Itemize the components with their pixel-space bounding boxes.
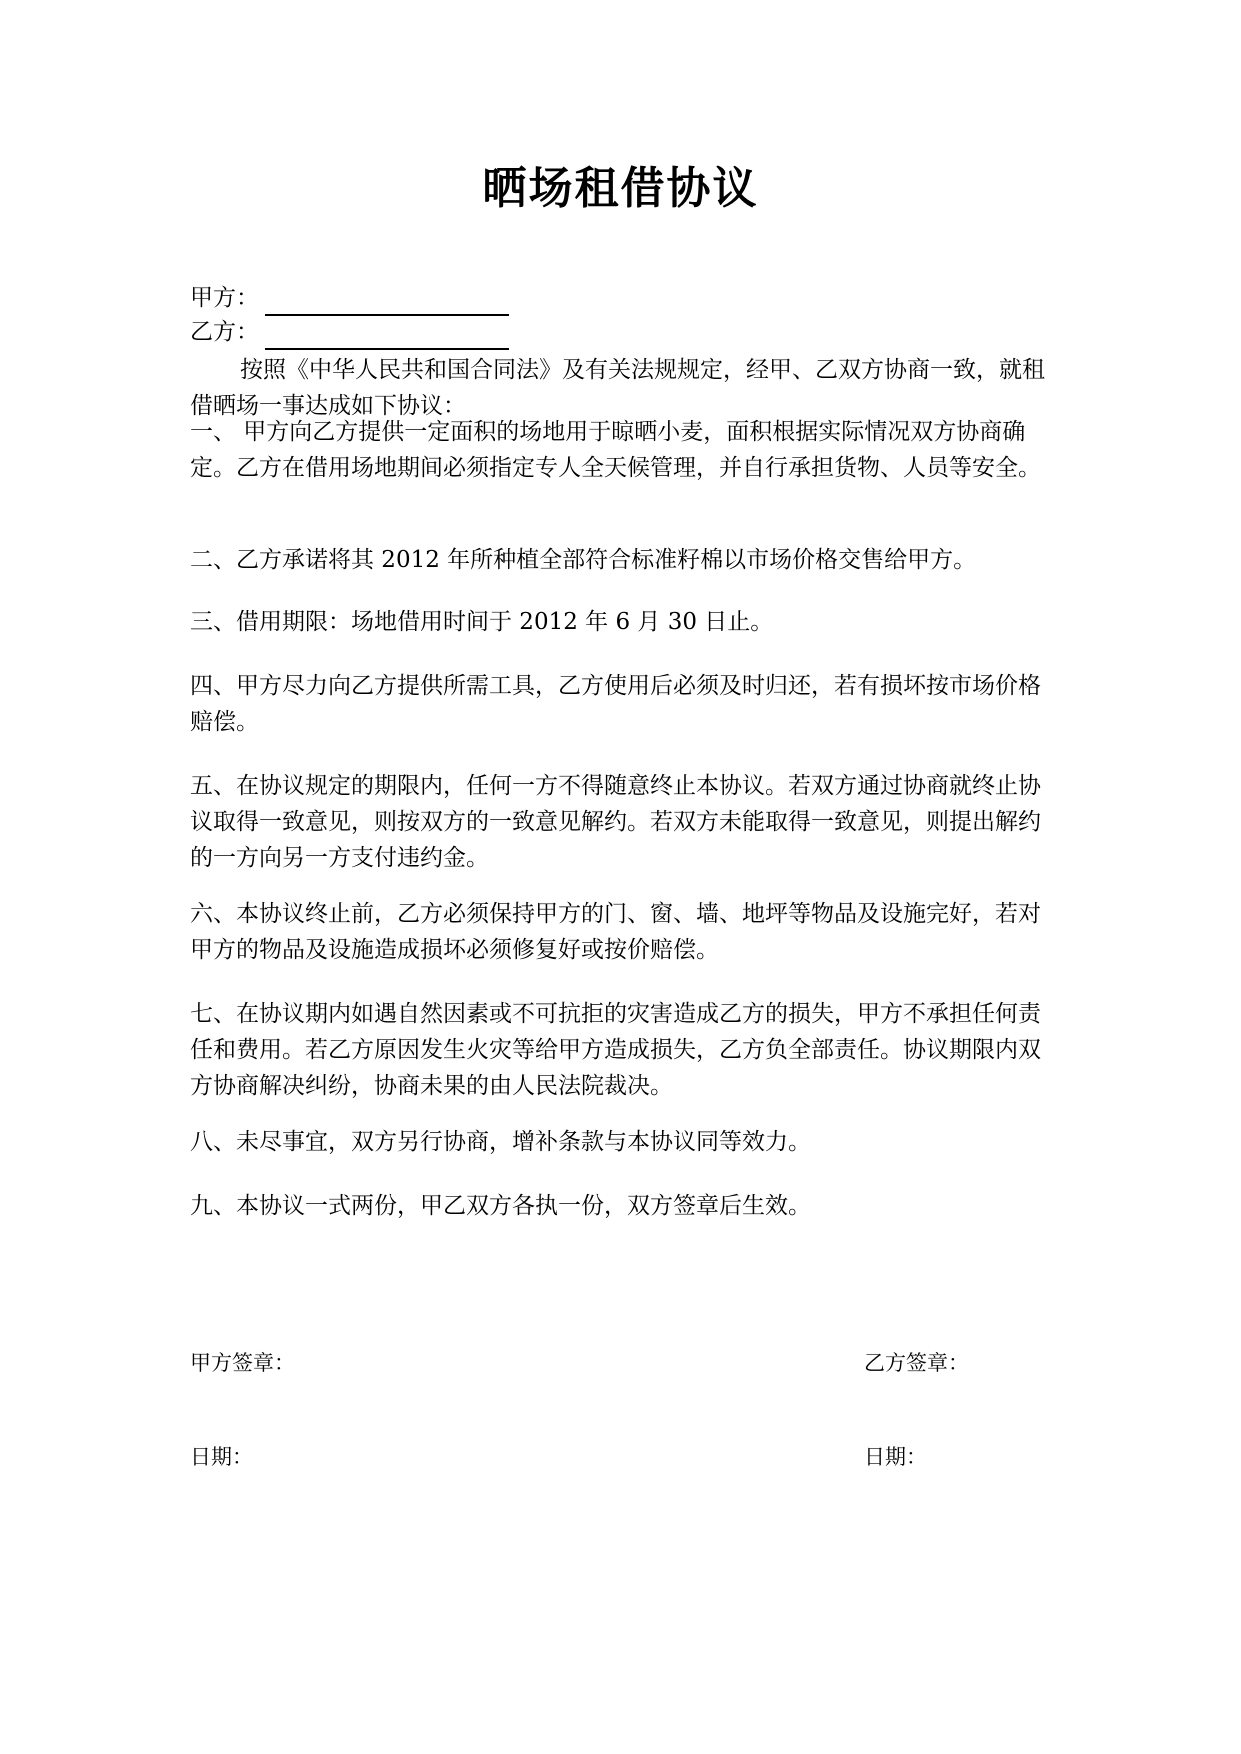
party-a-signature-label: 甲方签章： [190, 1351, 295, 1375]
party-a-label: 甲方： [190, 285, 259, 311]
clause-3: 三、借用期限：场地借用时间于 2012 年 6 月 30 日止。 [190, 609, 774, 635]
party-b-date-label: 日期： [864, 1445, 927, 1469]
intro-paragraph: 按照《中华人民共和国合同法》及有关法规规定，经甲、乙双方协商一致，就租借晒场一事达成如下协议： [190, 357, 1045, 419]
clause-2: 二、乙方承诺将其 2012 年所种植全部符合标准籽棉以市场价格交售给甲方。 [190, 547, 977, 573]
clause-1: 一、 甲方向乙方提供一定面积的场地用于晾晒小麦，面积根据实际情况双方协商确定。乙方在借用场地期间必须指定专人全天候管理，并自行承担货物、人员等安全。 [190, 419, 1041, 481]
party-b-blank [265, 323, 509, 350]
document-title: 晒场租借协议 [482, 163, 759, 214]
party-b-label: 乙方： [190, 319, 259, 345]
clause-4: 四、甲方尽力向乙方提供所需工具，乙方使用后必须及时归还，若有损坏按市场价格赔偿。 [190, 673, 1041, 735]
party-b-signature-label: 乙方签章： [864, 1351, 969, 1375]
party-a-line [190, 280, 509, 316]
clause-7: 七、在协议期内如遇自然因素或不可抗拒的灾害造成乙方的损失，甲方不承担任何责任和费用。若乙方原因发生火灾等给甲方造成损失，乙方负全部责任。协议期限内双方协商解决纠纷，协商未果的由人民法院裁决。 [190, 1001, 1041, 1099]
party-a-date-label: 日期： [190, 1445, 253, 1469]
party-a-blank [265, 289, 509, 316]
clause-5: 五、在协议规定的期限内，任何一方不得随意终止本协议。若双方通过协商就终止协议取得一致意见，则按双方的一致意见解约。若双方未能取得一致意见，则提出解约的一方向另一方支付违约金。 [190, 773, 1041, 871]
clause-6: 六、本协议终止前，乙方必须保持甲方的门、窗、墙、地坪等物品及设施完好，若对甲方的物品及设施造成损坏必须修复好或按价赔偿。 [190, 901, 1041, 963]
clause-8: 八、未尽事宜，双方另行协商，增补条款与本协议同等效力。 [190, 1129, 811, 1155]
clause-9: 九、本协议一式两份，甲乙双方各执一份，双方签章后生效。 [190, 1193, 811, 1219]
party-b-line [190, 314, 509, 350]
